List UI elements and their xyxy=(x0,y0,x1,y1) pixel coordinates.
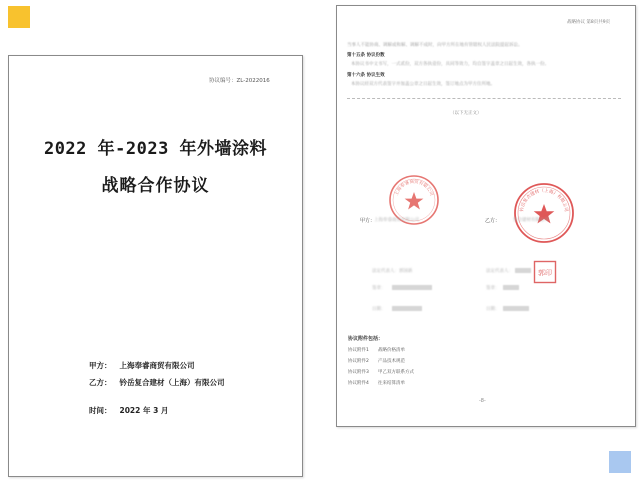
page-number: -8- xyxy=(479,398,486,404)
party-b-label: 乙方： xyxy=(89,378,112,387)
sign-party-a-label: 甲方： xyxy=(360,218,376,224)
party-b-name: 钤岳复合建材（上海）有限公司 xyxy=(119,378,225,387)
sign-b-stamp-label: 签章： xyxy=(486,286,500,291)
svg-text:郭印: 郭印 xyxy=(538,269,552,277)
divider-line xyxy=(347,98,621,99)
attachment-row xyxy=(348,358,405,364)
party-a-name: 上海奉睿商贸有限公司 xyxy=(119,361,195,370)
clause-15-text: 本协议书中文书写，一式贰份，双方各执壹份，具同等效力，均自签字盖章之日起生效，各执一份。 xyxy=(351,62,549,67)
sign-b-date-value xyxy=(503,306,529,311)
attachment-name: 往来结算清单 xyxy=(378,381,405,386)
attachment-name: 产品技术规范 xyxy=(378,359,405,364)
sign-b-stamp-value xyxy=(503,285,519,290)
sign-party-b-label: 乙方： xyxy=(485,218,501,224)
sign-a-stamp-label: 签章： xyxy=(372,286,386,291)
clause-15-title: 第十五条 协议份数 xyxy=(347,53,385,58)
time-value: 2022 年 3 月 xyxy=(119,406,169,415)
cover-page xyxy=(8,55,303,477)
agreement-number: 协议编号：ZL-2022016 xyxy=(209,78,270,84)
personal-seal-icon xyxy=(533,260,557,284)
sign-a-date-value xyxy=(392,306,422,311)
time-label: 时间： xyxy=(89,406,112,415)
attachment-row xyxy=(348,347,405,353)
attachment-row xyxy=(348,369,414,375)
signature-page xyxy=(336,5,636,427)
sign-b-representative: 法定代表人： xyxy=(486,269,513,274)
party-a-line xyxy=(89,360,195,371)
attachment-row xyxy=(348,380,405,386)
clause-16-title: 第十六条 协议生效 xyxy=(347,73,385,78)
sign-b-representative-value xyxy=(515,268,531,273)
svg-text:钤岳复合建材（上海）有限公司: 钤岳复合建材（上海）有限公司 xyxy=(519,188,569,213)
attachment-label: 协议附件3 xyxy=(348,370,369,375)
decor-square-blue xyxy=(609,451,631,473)
decor-square-yellow xyxy=(8,6,30,28)
sign-a-representative: 法定代表人：郭国新 xyxy=(372,269,413,274)
party-b-line xyxy=(89,377,225,388)
attachment-name: 甲乙双方联系方式 xyxy=(378,370,414,375)
clause-16-text: 本协议经双方代表签字并加盖公章之日起生效，签订地点为甲方住所地。 xyxy=(351,82,495,87)
sign-a-date-label: 日期： xyxy=(372,307,386,312)
attachment-name: 战略价格清单 xyxy=(378,348,405,353)
attachment-label: 协议附件1 xyxy=(348,348,369,353)
sign-party-a-name: 上海奉睿商贸有限公司 xyxy=(374,218,419,223)
no-text-note: （以下无正文） xyxy=(450,111,482,116)
attachment-label: 协议附件4 xyxy=(348,381,369,386)
company-seal-b-icon xyxy=(513,182,575,244)
party-a-label: 甲方： xyxy=(89,361,112,370)
title-line-2: 战略合作协议 xyxy=(101,176,210,196)
time-line xyxy=(89,405,168,416)
sign-a-stamp-value xyxy=(392,285,432,290)
title-line-1: 2022 年-2023 年外墙涂料 xyxy=(43,139,268,159)
svg-text:上海奉睿商贸有限公司: 上海奉睿商贸有限公司 xyxy=(394,179,434,197)
attachment-label: 协议附件2 xyxy=(348,359,369,364)
attachments-title: 协议附件包括： xyxy=(348,336,384,342)
sign-party-b-name: 复合建材有限公司 xyxy=(513,218,549,223)
sign-b-date-label: 日期： xyxy=(486,307,500,312)
page-header: 战略协议 第8页共9页 xyxy=(567,20,611,25)
dispute-clause-text: 当事人不能协商、调解或和解、调解不成时，向甲方所在地有管辖权人民法院提起诉讼。 xyxy=(347,43,523,48)
